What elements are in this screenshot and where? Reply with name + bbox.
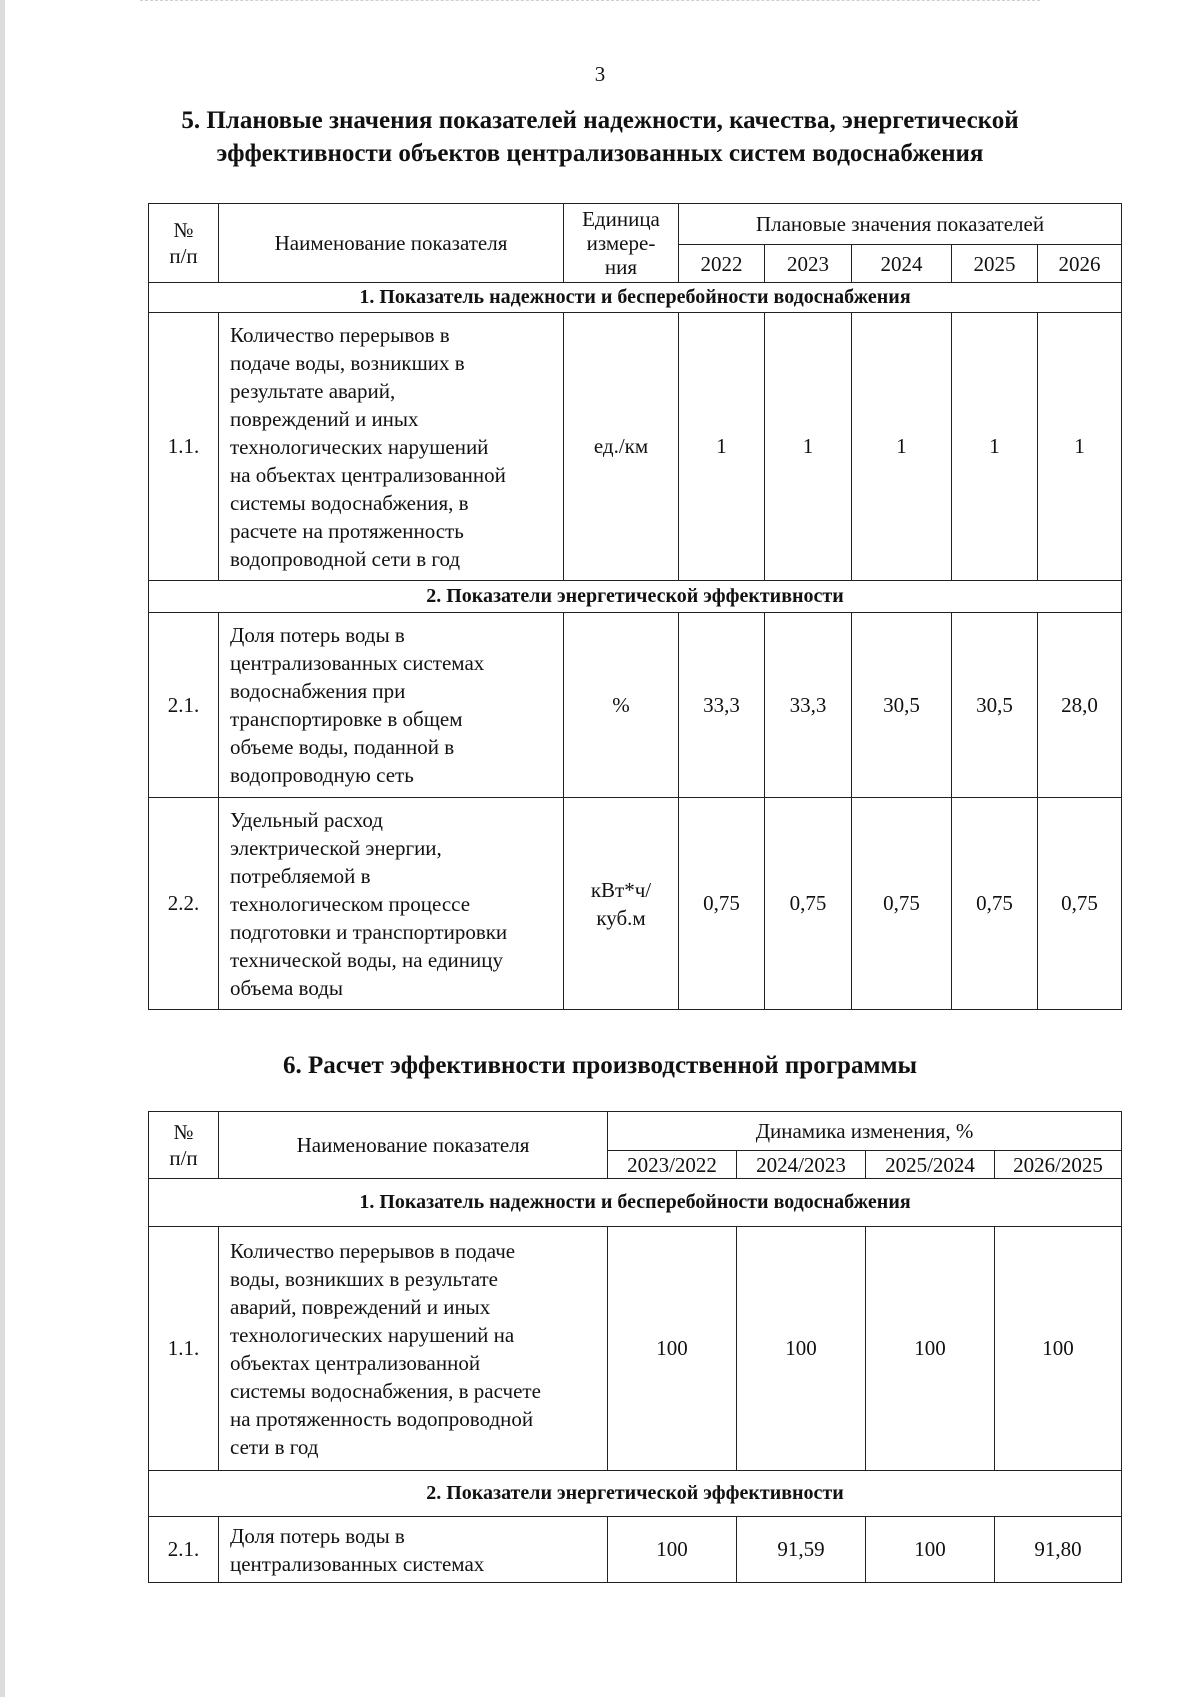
name-line: транспортировке в общем <box>230 707 463 731</box>
name-line: централизованных системах <box>230 1551 485 1576</box>
table6-group1-row <box>149 1179 1122 1227</box>
name-line: воды, возникших в результате <box>230 1266 499 1291</box>
table6-group2-label: 2. Показатели энергетической эффективности <box>149 1471 1122 1517</box>
row-name <box>219 613 564 798</box>
name-line: водопроводной сети в год <box>230 546 461 571</box>
name-line: централизованных системах <box>230 651 485 675</box>
year-2022: 2022 <box>679 245 765 283</box>
unit-line3: ния <box>604 255 638 279</box>
period-2025-2024: 2025/2024 <box>866 1151 995 1179</box>
num-line2: п/п <box>169 1146 198 1170</box>
num-line2: п/п <box>169 244 198 268</box>
name-line: потребляемой в <box>230 863 371 888</box>
name-line: системы водоснабжения, в расчете <box>230 1378 541 1403</box>
table5-header-name: Наименование показателя <box>219 204 564 283</box>
name-line: аварий, повреждений и иных <box>230 1294 491 1319</box>
value-2023-2022: 100 <box>608 1517 737 1583</box>
name-line: объема воды <box>230 975 344 1000</box>
row-name <box>219 1517 608 1583</box>
table5-group1-label: 1. Показатель надежности и бесперебойности водоснабжения <box>149 283 1122 313</box>
table5-group1-row <box>149 283 1122 313</box>
row-unit: ед./км <box>564 313 679 581</box>
section5-title-line2: эффективности объектов централизованных систем водоснабжения <box>216 140 984 167</box>
value-2026: 1 <box>1038 313 1122 581</box>
name-line: Доля потерь воды в <box>230 623 405 647</box>
table-row <box>149 1517 1122 1583</box>
row-name <box>219 313 564 581</box>
year-2026: 2026 <box>1038 245 1122 283</box>
value-2022: 0,75 <box>679 798 765 1010</box>
value-2025-2024: 100 <box>866 1517 995 1583</box>
table6-header-row1 <box>149 1112 1122 1151</box>
name-line: на протяженность водопроводной <box>230 1406 534 1431</box>
table5-group2-label: 2. Показатели энергетической эффективности <box>149 581 1122 613</box>
period-2024-2023: 2024/2023 <box>737 1151 866 1179</box>
name-line: водоснабжения при <box>230 679 406 703</box>
scan-top-artifact <box>140 0 1040 4</box>
value-2026: 28,0 <box>1038 613 1122 798</box>
scan-edge <box>0 0 5 1697</box>
unit-line2: измере- <box>586 231 656 255</box>
value-2025: 30,5 <box>952 613 1038 798</box>
value-2023: 0,75 <box>765 798 852 1010</box>
name-line: технологическом процессе <box>230 891 471 916</box>
table5-group2-row <box>149 581 1122 613</box>
value-2024-2023: 91,59 <box>737 1517 866 1583</box>
value-2022: 33,3 <box>679 613 765 798</box>
section5-title-line1: 5. Плановые значения показателей надежности, качества, энергетической <box>181 107 1019 134</box>
name-line: технологических нарушений <box>230 434 489 459</box>
year-2024: 2024 <box>852 245 952 283</box>
year-2023: 2023 <box>765 245 852 283</box>
row-num: 1.1. <box>149 1227 219 1471</box>
table6-group1-label: 1. Показатель надежности и бесперебойности водоснабжения <box>149 1179 1122 1227</box>
name-line: повреждений и иных <box>230 406 419 431</box>
name-line: расчете на протяженность <box>230 518 464 543</box>
value-2026-2025: 100 <box>995 1227 1122 1471</box>
name-line: водопроводную сеть <box>230 763 414 787</box>
num-line1: № <box>173 218 194 242</box>
row-unit: % <box>564 613 679 798</box>
name-line: на объектах централизованной <box>230 462 506 487</box>
unit-line1: Единица <box>582 207 660 231</box>
table5-header-planned: Плановые значения показателей <box>679 204 1122 245</box>
name-line: результате аварий, <box>230 378 396 403</box>
row-name <box>219 798 564 1010</box>
table-row <box>149 313 1122 581</box>
table5-header-num <box>149 204 219 283</box>
value-2024: 1 <box>852 313 952 581</box>
row-unit <box>564 798 679 1010</box>
name-line: электрической энергии, <box>230 835 442 860</box>
table6-header-dynamics: Динамика изменения, % <box>608 1112 1122 1151</box>
name-line: подаче воды, возникших в <box>230 350 465 375</box>
table5-header-row1 <box>149 204 1122 245</box>
year-2025: 2025 <box>952 245 1038 283</box>
name-line: Доля потерь воды в <box>230 1523 405 1548</box>
name-line: сети в год <box>230 1434 319 1459</box>
period-2026-2025: 2026/2025 <box>995 1151 1122 1179</box>
value-2024: 30,5 <box>852 613 952 798</box>
num-line1: № <box>173 1120 194 1144</box>
unit-line2: куб.м <box>596 905 646 930</box>
table6-group2-row <box>149 1471 1122 1517</box>
name-line: подготовки и транспортировки <box>230 919 508 944</box>
row-num: 2.1. <box>149 613 219 798</box>
period-2023-2022: 2023/2022 <box>608 1151 737 1179</box>
value-2024: 0,75 <box>852 798 952 1010</box>
name-line: Количество перерывов в подаче <box>230 1238 516 1263</box>
section5-title <box>0 104 1200 170</box>
section6-title: 6. Расчет эффективности производственной программы <box>282 1052 918 1079</box>
row-num: 2.2. <box>149 798 219 1010</box>
value-2023: 1 <box>765 313 852 581</box>
table6-header-num <box>149 1112 219 1179</box>
value-2025-2024: 100 <box>866 1227 995 1471</box>
page-number: 3 <box>594 62 606 86</box>
efficiency-table <box>148 1111 1122 1583</box>
planned-values-table <box>148 203 1122 1010</box>
value-2023-2022: 100 <box>608 1227 737 1471</box>
value-2024-2023: 100 <box>737 1227 866 1471</box>
name-line: объектах централизованной <box>230 1350 481 1375</box>
name-line: объеме воды, поданной в <box>230 735 455 759</box>
value-2023: 33,3 <box>765 613 852 798</box>
row-num: 1.1. <box>149 313 219 581</box>
name-line: технологических нарушений на <box>230 1322 515 1347</box>
value-2022: 1 <box>679 313 765 581</box>
value-2025: 0,75 <box>952 798 1038 1010</box>
row-num: 2.1. <box>149 1517 219 1583</box>
name-line: системы водоснабжения, в <box>230 490 469 515</box>
value-2026-2025: 91,80 <box>995 1517 1122 1583</box>
table5-header-unit <box>564 204 679 283</box>
table6-header-name: Наименование показателя <box>219 1112 608 1179</box>
value-2025: 1 <box>952 313 1038 581</box>
name-line: Удельный расход <box>230 807 383 832</box>
table-row <box>149 1227 1122 1471</box>
unit-line1: кВт*ч/ <box>590 877 652 902</box>
value-2026: 0,75 <box>1038 798 1122 1010</box>
name-line: Количество перерывов в <box>230 322 450 347</box>
name-line: технической воды, на единицу <box>230 947 503 972</box>
table-row <box>149 613 1122 798</box>
table-row <box>149 798 1122 1010</box>
row-name <box>219 1227 608 1471</box>
